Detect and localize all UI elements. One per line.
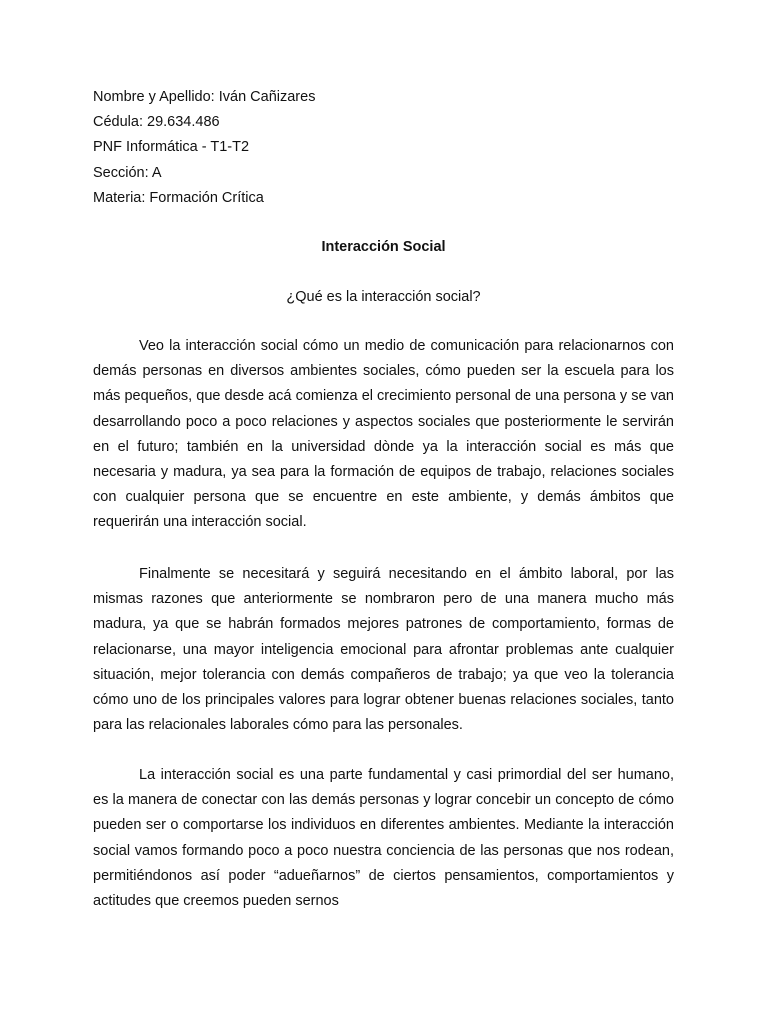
document-question: ¿Qué es la interacción social? — [286, 289, 481, 305]
paragraph-3: La interacción social es una parte fundamental y casi primordial del ser humano, es la manera de conectar con las demás personas y lograr concebir un concepto de cómo pueden ser o comportarse los individuos en diferentes ambientes. Mediante la interacción social vamos formando poco a poco nuestra conciencia de las personas que nos rodean, permitiéndonos así poder “adueñarnos” de ciertos pensamientos, comportamientos y actitudes que creemos pueden sernos — [93, 767, 674, 910]
document-title: Interacción Social — [321, 239, 446, 255]
paragraph-2: Finalmente se necesitará y seguirá necesitando en el ámbito laboral, por las mismas razones que anteriormente se nombraron pero de una manera mucho más madura, ya que se habrán formados mejores patrones de comportamiento, formas de relacionarse, una mayor inteligencia emocional para afrontar problemas ante cualquier situación, mejor tolerancia con demás compañeros de trabajo; ya que veo la tolerancia cómo uno de los principales valores para lograr obtener buenas relaciones sociales, tanto para las relacionales laborales cómo para las personales. — [93, 566, 674, 734]
student-name: Nombre y Apellido: Iván Cañizares — [93, 89, 316, 105]
student-info-header — [93, 85, 673, 211]
subject-label: Materia: Formación Crítica — [93, 189, 264, 206]
paragraph-1: Veo la interacción social cómo un medio de comunicación para relacionarnos con demás personas en diversos ambientes sociales, cómo pueden ser la escuela para los más pequeños, que desde acá comienza el crecimiento personal de una persona y se van desarrollando poco a poco relaciones y aspectos sociales que posteriormente le servirán en el futuro; también en la universidad dònde ya la interacción social es más que necesaria y madura, ya sea para la formación de equipos de trabajo, relaciones sociales con cualquier persona que se encuentre en este ambiente, y demás ámbitos que requerirán una interacción social. — [93, 338, 674, 531]
program-name: PNF Informática - T1-T2 — [93, 139, 250, 156]
student-id: Cédula: 29.634.486 — [93, 114, 220, 131]
section-label: Sección: A — [93, 164, 162, 181]
